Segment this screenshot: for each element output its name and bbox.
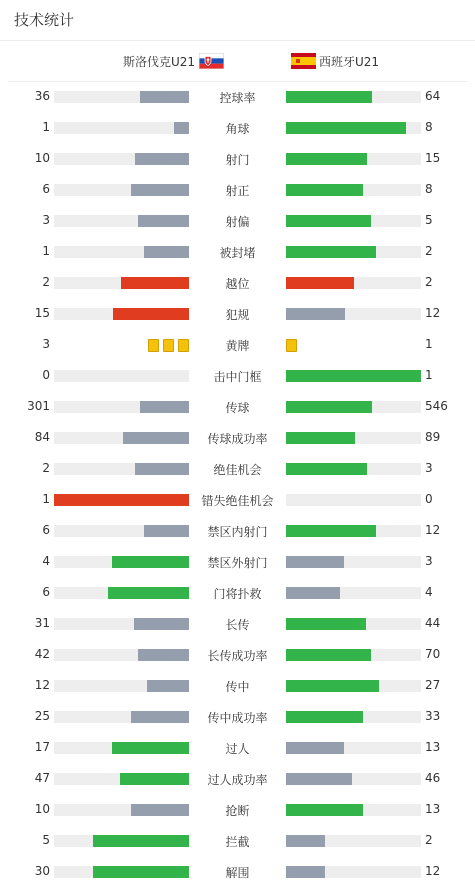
stat-label: 解围 <box>225 866 250 880</box>
stat-label: 传球成功率 <box>207 432 268 446</box>
away-bar-track <box>286 835 421 847</box>
away-value: 12 <box>425 306 441 320</box>
stat-label: 犯规 <box>225 308 250 322</box>
away-bar-track <box>286 91 421 103</box>
stat-label: 长传 <box>225 618 250 632</box>
home-bar-fill <box>147 680 189 692</box>
stat-row <box>0 422 475 453</box>
away-bar-track <box>286 866 421 878</box>
away-value: 13 <box>425 802 441 816</box>
stat-label: 黄牌 <box>225 339 250 353</box>
home-bar-track <box>54 711 189 723</box>
away-bar-fill <box>286 246 376 258</box>
home-bar-fill <box>131 804 189 816</box>
home-value: 42 <box>34 647 50 661</box>
away-bar-fill <box>286 649 371 661</box>
away-bar-fill <box>286 773 352 785</box>
home-bar-track <box>54 401 189 413</box>
away-value: 70 <box>425 647 441 661</box>
stat-label: 角球 <box>225 122 250 136</box>
stat-label: 控球率 <box>219 91 256 105</box>
home-bar-track <box>54 866 189 878</box>
home-value: 2 <box>42 461 50 475</box>
home-bar-track <box>54 525 189 537</box>
home-bar-track <box>54 556 189 568</box>
yellow-card-icon <box>148 339 159 352</box>
home-bar-track <box>54 773 189 785</box>
home-value: 10 <box>34 802 50 816</box>
home-bar-fill <box>123 432 189 444</box>
away-value: 46 <box>425 771 441 785</box>
stat-label: 绝佳机会 <box>213 463 262 477</box>
away-bar-track <box>286 587 421 599</box>
home-bar-fill <box>138 215 189 227</box>
home-bar-track <box>54 804 189 816</box>
stat-row <box>0 856 475 887</box>
away-bar-track <box>286 556 421 568</box>
home-value: 1 <box>42 244 50 258</box>
home-bar-track <box>54 122 189 134</box>
home-bar-fill <box>131 184 189 196</box>
stat-label: 被封堵 <box>219 246 256 260</box>
away-bar-fill <box>286 866 325 878</box>
stat-label: 错失绝佳机会 <box>201 494 274 508</box>
away-bar-track <box>286 525 421 537</box>
away-value: 3 <box>425 554 433 568</box>
home-bar-fill <box>140 91 189 103</box>
away-bar-fill <box>286 742 344 754</box>
away-value: 2 <box>425 275 433 289</box>
home-bar-fill <box>144 246 189 258</box>
home-bar-track <box>54 494 189 506</box>
away-bar-track <box>286 246 421 258</box>
home-bar-track <box>54 649 189 661</box>
stat-label: 射偏 <box>225 215 250 229</box>
home-value: 0 <box>42 368 50 382</box>
away-team-name: 西班牙U21 <box>319 54 380 69</box>
away-value: 3 <box>425 461 433 475</box>
home-value: 36 <box>34 89 50 103</box>
home-bar-track <box>54 277 189 289</box>
stat-label: 传中成功率 <box>207 711 268 725</box>
home-value: 1 <box>42 492 50 506</box>
stat-row <box>0 701 475 732</box>
away-team[interactable] <box>291 41 379 81</box>
away-bar-track <box>286 184 421 196</box>
page-title: 技术统计 <box>0 0 475 41</box>
home-value: 1 <box>42 120 50 134</box>
stat-label: 过人成功率 <box>207 773 268 787</box>
stat-row <box>0 732 475 763</box>
stat-label: 过人 <box>225 742 250 756</box>
away-value: 15 <box>425 151 441 165</box>
away-value: 44 <box>425 616 441 630</box>
stat-row <box>0 298 475 329</box>
home-bar-track <box>54 153 189 165</box>
home-bar-track <box>54 184 189 196</box>
away-value: 8 <box>425 120 433 134</box>
home-bar-track <box>54 91 189 103</box>
away-bar-track <box>286 432 421 444</box>
home-team[interactable] <box>123 41 224 81</box>
home-value: 5 <box>42 833 50 847</box>
away-bar-track <box>286 277 421 289</box>
stat-label: 禁区内射门 <box>207 525 268 539</box>
slovakia-flag-icon <box>199 53 224 69</box>
away-bar-track <box>286 649 421 661</box>
away-bar-track <box>286 215 421 227</box>
home-bar-fill <box>120 773 189 785</box>
away-bar-track <box>286 680 421 692</box>
away-value: 33 <box>425 709 441 723</box>
away-value: 8 <box>425 182 433 196</box>
stat-row <box>0 546 475 577</box>
home-bar-fill <box>54 494 189 506</box>
away-value: 12 <box>425 864 441 878</box>
home-bar-fill <box>108 587 189 599</box>
stat-label: 越位 <box>225 277 250 291</box>
away-value: 5 <box>425 213 433 227</box>
home-bar-fill <box>112 556 189 568</box>
stat-row <box>0 639 475 670</box>
stat-row <box>0 205 475 236</box>
home-bar-fill <box>93 835 189 847</box>
stat-row <box>0 112 475 143</box>
away-bar-track <box>286 804 421 816</box>
home-value: 6 <box>42 523 50 537</box>
stat-row <box>0 763 475 794</box>
stat-row <box>0 794 475 825</box>
spain-flag-icon <box>291 53 316 69</box>
stat-label: 抢断 <box>225 804 250 818</box>
stat-row <box>0 670 475 701</box>
home-bar-fill <box>121 277 189 289</box>
home-value: 47 <box>34 771 50 785</box>
home-bar-track <box>54 308 189 320</box>
home-bar-fill <box>113 308 189 320</box>
away-bar-fill <box>286 91 372 103</box>
away-bar-fill <box>286 184 363 196</box>
away-value: 89 <box>425 430 441 444</box>
home-value: 3 <box>42 213 50 227</box>
away-bar-fill <box>286 463 367 475</box>
home-team-name: 斯洛伐克U21 <box>122 54 195 69</box>
stat-row <box>0 360 475 391</box>
home-bar-fill <box>93 866 189 878</box>
home-bar-track <box>54 215 189 227</box>
away-value: 27 <box>425 678 441 692</box>
home-value: 84 <box>34 430 50 444</box>
stat-row <box>0 174 475 205</box>
home-value: 6 <box>42 182 50 196</box>
home-bar-track <box>54 370 189 382</box>
away-bar-fill <box>286 370 421 382</box>
yellow-card-icon <box>178 339 189 352</box>
home-bar-track <box>54 742 189 754</box>
away-value: 13 <box>425 740 441 754</box>
away-bar-fill <box>286 556 344 568</box>
home-bar-track <box>54 432 189 444</box>
home-bar-track <box>54 463 189 475</box>
home-value: 3 <box>42 337 50 351</box>
yellow-card-icon <box>163 339 174 352</box>
home-bar-fill <box>134 618 189 630</box>
stat-label: 禁区外射门 <box>207 556 268 570</box>
away-bar-fill <box>286 680 379 692</box>
away-value: 0 <box>425 492 433 506</box>
away-bar-track <box>286 773 421 785</box>
away-bar-track <box>286 494 421 506</box>
stat-label: 长传成功率 <box>207 649 268 663</box>
away-bar-track <box>286 153 421 165</box>
stat-row <box>0 453 475 484</box>
away-bar-fill <box>286 432 355 444</box>
stat-label: 拦截 <box>225 835 250 849</box>
stat-label: 传中 <box>225 680 250 694</box>
away-bar-track <box>286 711 421 723</box>
home-value: 10 <box>34 151 50 165</box>
home-bar-track <box>54 835 189 847</box>
away-value: 12 <box>425 523 441 537</box>
away-bar-fill <box>286 215 371 227</box>
away-value: 2 <box>425 833 433 847</box>
away-value: 64 <box>425 89 441 103</box>
away-value: 1 <box>425 337 433 351</box>
stat-label: 击中门框 <box>213 370 262 384</box>
home-value: 2 <box>42 275 50 289</box>
away-bar-fill <box>286 618 366 630</box>
home-bar-fill <box>131 711 189 723</box>
home-value: 31 <box>34 616 50 630</box>
away-bar-track <box>286 401 421 413</box>
home-bar-track <box>54 587 189 599</box>
stat-label: 门将扑救 <box>213 587 262 601</box>
away-bar-track <box>286 122 421 134</box>
home-bar-fill <box>135 463 189 475</box>
away-value: 546 <box>425 399 448 413</box>
home-bar-fill <box>135 153 189 165</box>
away-bar-fill <box>286 587 340 599</box>
home-cards <box>148 339 189 351</box>
home-bar-track <box>54 618 189 630</box>
stat-row <box>0 143 475 174</box>
home-bar-track <box>54 680 189 692</box>
home-value: 12 <box>34 678 50 692</box>
stat-row <box>0 267 475 298</box>
away-cards <box>286 339 297 351</box>
away-bar-fill <box>286 153 367 165</box>
stat-row <box>0 825 475 856</box>
away-bar-fill <box>286 525 376 537</box>
away-bar-track <box>286 618 421 630</box>
away-value: 1 <box>425 368 433 382</box>
home-value: 4 <box>42 554 50 568</box>
away-bar-track <box>286 742 421 754</box>
teams-header <box>8 41 467 82</box>
yellow-card-icon <box>286 339 297 352</box>
stat-label: 射门 <box>225 153 250 167</box>
away-bar-fill <box>286 308 345 320</box>
home-bar-fill <box>138 649 189 661</box>
home-bar-track <box>54 246 189 258</box>
home-value: 17 <box>34 740 50 754</box>
stat-row <box>0 236 475 267</box>
stat-row <box>0 608 475 639</box>
stat-row <box>0 515 475 546</box>
stat-row <box>0 577 475 608</box>
home-value: 301 <box>27 399 50 413</box>
away-bar-fill <box>286 711 363 723</box>
away-bar-fill <box>286 122 406 134</box>
home-value: 6 <box>42 585 50 599</box>
away-bar-fill <box>286 401 372 413</box>
stat-label: 射正 <box>225 184 250 198</box>
stat-row <box>0 391 475 422</box>
home-bar-fill <box>112 742 189 754</box>
away-value: 2 <box>425 244 433 258</box>
home-value: 25 <box>34 709 50 723</box>
away-bar-fill <box>286 277 354 289</box>
home-value: 30 <box>34 864 50 878</box>
home-value: 15 <box>34 306 50 320</box>
stat-row <box>0 81 475 112</box>
away-bar-track <box>286 463 421 475</box>
home-bar-fill <box>144 525 189 537</box>
away-value: 4 <box>425 585 433 599</box>
home-bar-fill <box>174 122 189 134</box>
home-bar-fill <box>140 401 189 413</box>
stat-row <box>0 484 475 515</box>
stat-row <box>0 329 475 360</box>
away-bar-track <box>286 370 421 382</box>
away-bar-fill <box>286 804 363 816</box>
away-bar-track <box>286 308 421 320</box>
away-bar-fill <box>286 835 325 847</box>
stat-label: 传球 <box>225 401 250 415</box>
